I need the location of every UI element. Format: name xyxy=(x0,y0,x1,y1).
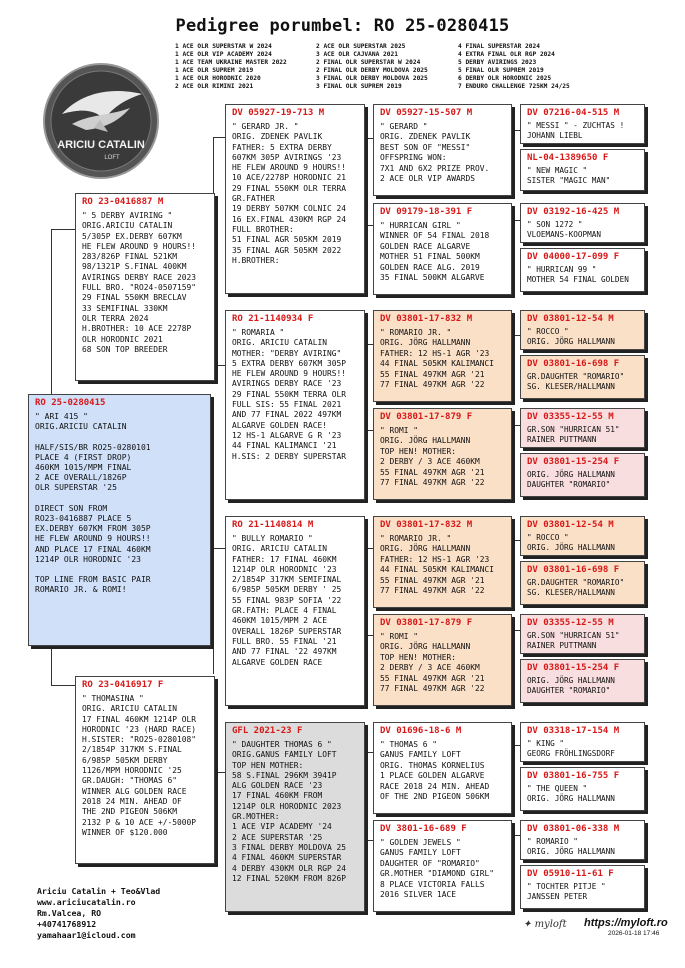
ancestor-card[interactable] xyxy=(520,248,645,292)
great-grandparent-card[interactable] xyxy=(373,722,512,814)
ancestor-card[interactable] xyxy=(520,203,645,243)
main-pigeon-card[interactable] xyxy=(28,394,211,646)
great-grandparent-card[interactable] xyxy=(373,408,512,500)
pigeon-description: " GERARD " ORIG. ZDENEK PAVLIK BEST SON OF "MESSI" OFFSPRING WON: 7X1 AND 6X2 PRIZE PROV. 2 ACE OLR VIP AWARDS xyxy=(380,122,490,184)
ring-number: DV 03355-12-55 M xyxy=(527,618,614,628)
pigeon-description: " THOMAS 6 " GANUS FAMILY LOFT ORIG. THOMAS KORNELIUS 1 PLACE GOLDEN ALGARVE RACE 2018 24 MIN. AHEAD OF THE 2ND PIGEON 506KM xyxy=(380,740,490,802)
achievement: 4 EXTRA FINAL OLR RGP 2024 xyxy=(458,50,555,58)
great-grandparent-card[interactable] xyxy=(373,516,512,608)
ancestor-card[interactable] xyxy=(520,865,645,909)
achievement: 3 FINAL OLR DERBY MOLDOVA 2025 xyxy=(316,74,428,82)
logo-text-2: LOFT xyxy=(104,155,120,161)
ring-number: DV 09179-18-391 F xyxy=(380,207,473,217)
loft-logo xyxy=(42,62,160,180)
achievement: 5 DERBY AVIRINGS 2023 xyxy=(458,58,537,66)
pigeon-description: " 5 DERBY AVIRING " ORIG.ARICIU CATALIN 5/305P EX.DERBY 607KM HE FLEW AROUND 9 HOURS!! 283/826P FINAL 521KM 98/1321P S.FINAL 400KM AVIRINGS DERBY RACE 2023 FULL BRO. "RO24-0507159" 29 FINAL 550KM BRECLAV 33 SEMIFINAL 330KM OLR TERRA 2024 H.BROTHER: 10 ACE 2278P OLR HORODNIC 2021 68 SON TOP BREEDER xyxy=(82,211,197,354)
connector xyxy=(512,835,520,836)
ring-number: DV 03801-06-338 M xyxy=(527,824,620,834)
achievement: 2 ACE OLR RIMINI 2021 xyxy=(175,82,254,90)
ring-number: DV 03192-16-425 M xyxy=(527,207,620,217)
timestamp: 2026-01-18 17:46 xyxy=(608,930,660,937)
achievement: 2 FINAL OLR DERBY MOLDOVA 2025 xyxy=(316,66,428,74)
ancestor-card[interactable] xyxy=(520,355,645,399)
great-grandparent-card[interactable] xyxy=(373,310,512,402)
grandparent-card[interactable] xyxy=(225,310,365,500)
achievement: 3 ACE OLR CAJVANA 2021 xyxy=(316,50,398,58)
connector xyxy=(512,130,520,131)
grandparent-card[interactable] xyxy=(225,722,365,912)
pigeon-description: " TOCHTER PITJE " JANSSEN PETER xyxy=(527,882,606,902)
ring-number: RO 21-1140934 F xyxy=(232,314,314,324)
connector xyxy=(51,645,52,685)
pigeon-description: " ROCCO " ORIG. JÖRG HALLMANN xyxy=(527,533,615,553)
ring-number: DV 05927-15-507 M xyxy=(380,108,473,118)
sire-card[interactable] xyxy=(75,193,215,381)
achievement: 1 ACE TEAM UKRAINE MASTER 2022 xyxy=(175,58,287,66)
connector xyxy=(365,548,373,549)
achievement: 1 ACE OLR SUPERSTAR W 2024 xyxy=(175,43,272,50)
great-grandparent-card[interactable] xyxy=(373,820,512,912)
ring-number: DV 3801-16-689 F xyxy=(380,824,467,834)
ring-number: DV 03801-16-698 F xyxy=(527,565,620,575)
ring-number: RO 23-0416887 M xyxy=(82,197,164,207)
pigeon-description: GR.DAUGHTER "ROMARIO" SG. KLESER/HALLMANN xyxy=(527,578,625,598)
connector xyxy=(213,137,214,197)
connector xyxy=(365,138,373,139)
pigeon-description: " THE QUEEN " ORIG. JÖRG HALLMANN xyxy=(527,784,615,804)
pigeon-description: GR.SON "HURRICAN 51" RAINER PUTTMANN xyxy=(527,425,620,445)
brand-text: myloft xyxy=(534,919,567,930)
grandparent-card[interactable] xyxy=(225,516,365,706)
achievements-col-3 xyxy=(458,43,570,90)
ring-number: DV 03801-17-832 M xyxy=(380,520,473,530)
connector xyxy=(213,137,225,138)
ring-number: DV 03801-17-879 F xyxy=(380,412,473,422)
ring-number: GFL 2021-23 F xyxy=(232,726,303,736)
connector xyxy=(365,840,373,841)
ring-number: DV 03801-12-54 M xyxy=(527,314,614,324)
myloft-brand xyxy=(523,919,567,930)
connector xyxy=(512,745,520,746)
pigeon-description: " GERARD JR. " ORIG. ZDENEK PAVLIK FATHER: 5 EXTRA DERBY 607KM 305P AVIRINGS '23 HE FLEW AROUND 9 HOURS!! 10 ACE/2278P HORODNIC 21 29 FINAL 550KM OLR TERRA GR.FATHER 19 DERBY 507KM COLNIC 24 16 EX.FINAL 430KM RGP 24 FULL BROTHER: 51 FINAL AGR 505KM 2019 35 FINAL AGR 505KM 2022 H.BROTHER: xyxy=(232,122,347,265)
connector xyxy=(365,344,373,345)
connector xyxy=(512,335,520,336)
pigeon-description: " ROMARIA " ORIG. ARICIU CATALIN MOTHER: "DERBY AVIRING" 5 EXTRA DERBY 607KM 305P HE FLEW AROUND 9 HOURS!! AVIRINGS DERBY RACE '23 29 FINAL 550KM TERRA OLR FULL SIS: 55 FINAL 2021 AND 77 FINAL 2022 497KM ALGARVE GOLDEN RACE! 12 HS-1 ALGARVE G R '23 44 FINAL KALIMANCI '21 H.SIS: 2 DERBY SUPERSTAR xyxy=(232,328,347,461)
achievements-col-2 xyxy=(316,43,428,90)
connector xyxy=(51,229,75,230)
ancestor-card[interactable] xyxy=(520,659,645,703)
achievement: 4 FINAL SUPERSTAR 2024 xyxy=(458,43,540,50)
ring-number: RO 23-0416917 F xyxy=(82,680,164,690)
pigeon-description: GR.SON "HURRICAN 51" RAINER PUTTMANN xyxy=(527,631,620,651)
ring-number: DV 03318-17-154 M xyxy=(527,726,620,736)
breeder-contact: Ariciu Catalin + Teo&Vlad www.ariciucatalin.ro Rm.Valcea, RO +40741768912 yamahaar1@icloud.com xyxy=(37,886,161,940)
pigeon-description: " ROMI " ORIG. JÖRG HALLMANN TOP HEN! MOTHER: 2 DERBY / 3 ACE 460KM 55 FINAL 497KM AGR '21 77 FINAL 497KM AGR '22 xyxy=(380,426,485,488)
connector xyxy=(365,430,373,431)
ancestor-card[interactable] xyxy=(520,561,645,605)
ring-number: DV 03801-15-254 F xyxy=(527,457,620,467)
pigeon-description: " ROMARIO JR. " ORIG. JÖRG HALLMANN FATHER: 12 HS-1 AGR '23 44 FINAL 505KM KALIMANCI 55 FINAL 497KM AGR '21 77 FINAL 497KM AGR '22 xyxy=(380,328,495,390)
pigeon-description: ORIG. JÖRG HALLMANN DAUGHTER "ROMARIO" xyxy=(527,676,615,696)
connector xyxy=(512,425,520,426)
pigeon-description: " ROMARIO JR. " ORIG. JÖRG HALLMANN FATHER: 12 HS-1 AGR '23 44 FINAL 505KM KALIMANCI 55 FINAL 497KM AGR '21 77 FINAL 497KM AGR '22 xyxy=(380,534,495,596)
pigeon-description: " MESSI " - ZUCHTAS ! JOHANN LIEBL xyxy=(527,121,625,141)
pigeon-description: " THOMASINA " ORIG. ARICIU CATALIN 17 FINAL 460KM 1214P OLR HORODNIC '23 (HARD RACE) H.SISTER: "RO25-0280108" 2/1854P 317KM S.FINAL 6/985P 505KM DERBY 1126/MPM HORODNIC '25 GR.DAUGH: "THOMAS 6" WINNER ALG GOLDEN RACE 2018 24 MIN. AHEAD OF THE 2ND PIGEON 506KM 2132 P & 10 ACE +/-5000P WINNER OF $120.000 xyxy=(82,694,197,837)
achievement: 7 ENDURO CHALLENGE 725KM 24/25 xyxy=(458,82,570,90)
connector xyxy=(213,548,225,549)
ring-number: DV 03801-12-54 M xyxy=(527,520,614,530)
connector xyxy=(365,635,373,636)
connector xyxy=(365,225,373,226)
connector xyxy=(512,630,520,631)
page-title: Pedigree porumbel: RO 25-0280415 xyxy=(175,16,510,36)
pigeon-description: " KING " GEORG FRÖHLINGSDORF xyxy=(527,739,615,759)
ancestor-card[interactable] xyxy=(520,516,645,556)
ring-number: DV 07216-04-515 M xyxy=(527,108,620,118)
achievement: 2 FINAL OLR SUPERSTAR W 2024 xyxy=(316,58,421,66)
pigeon-description: ORIG. JÖRG HALLMANN DAUGHTER "ROMARIO" xyxy=(527,470,615,490)
pigeon-description: " NEW MAGIC " SISTER "MAGIC MAN" xyxy=(527,166,611,186)
ring-number: RO 21-1140814 M xyxy=(232,520,314,530)
ring-number: DV 03801-16-698 F xyxy=(527,359,620,369)
achievement: 1 ACE OLR HORODNIC 2020 xyxy=(175,74,261,82)
connector xyxy=(512,540,520,541)
ring-number: DV 03801-16-755 F xyxy=(527,771,620,781)
ancestor-card[interactable] xyxy=(520,408,645,448)
pigeon-description: " DAUGHTER THOMAS 6 " ORIG.GANUS FAMILY LOFT TOP HEN MOTHER: 58 S.FINAL 296KM 3941P ALG GOLDEN RACE '23 17 FINAL 460KM FROM 1214P OLR HORODNIC 2023 GR.MOTHER: 1 ACE VIP ACADEMY '24 2 ACE SUPERSTAR '25 3 FINAL DERBY MOLDOVA 25 4 FINAL 460KM SUPERSTAR 4 DERBY 430KM OLR RGP 24 12 FINAL 520KM FROM 826P xyxy=(232,740,347,883)
ring-number: RO 25-0280415 xyxy=(35,398,106,408)
ring-number: DV 03801-15-254 F xyxy=(527,663,620,673)
ring-number: DV 05910-11-61 F xyxy=(527,869,614,879)
achievement: 1 ACE OLR VIP ACADEMY 2024 xyxy=(175,50,272,58)
connector xyxy=(51,685,75,686)
achievement: 6 DERBY OLR HORODNIC 2025 xyxy=(458,74,552,82)
achievements-col-1 xyxy=(175,43,287,90)
achievement: 3 FINAL OLR SUPREM 2019 xyxy=(316,82,402,90)
achievement: 2 ACE OLR SUPERSTAR 2025 xyxy=(316,43,406,50)
pigeon-description: " ROCCO " ORIG. JÖRG HALLMANN xyxy=(527,327,615,347)
pigeon-icon: ✦ xyxy=(523,919,532,930)
logo-text-1: ARICIU CATALIN xyxy=(57,139,145,151)
ring-number: DV 05927-19-713 M xyxy=(232,108,325,118)
ring-number: NL-04-1389650 F xyxy=(527,153,609,163)
grandparent-card[interactable] xyxy=(225,104,365,294)
connector xyxy=(213,548,214,674)
connector xyxy=(51,229,52,395)
ring-number: DV 03355-12-55 M xyxy=(527,412,614,422)
pigeon-description: " GOLDEN JEWELS " GANUS FAMILY LOFT DAUGHTER OF "ROMARIO" GR.MOTHER "DIAMOND GIRL" 8 PLACE VICTORIA FALLS 2016 SILVER 1ACE xyxy=(380,838,495,900)
ring-number: DV 03801-17-879 F xyxy=(380,618,473,628)
ancestor-card[interactable] xyxy=(520,722,645,762)
connector xyxy=(365,752,373,753)
pigeon-description: " HURRICAN GIRL " WINNER OF 54 FINAL 2018 GOLDEN RACE ALGARVE MOTHER 51 FINAL 500KM GOLDEN RACE ALG. 2019 35 FINAL 500KM ALGARVE xyxy=(380,221,490,283)
great-grandparent-card[interactable] xyxy=(373,203,512,295)
pigeon-description: " ARI 415 " ORIG.ARICIU CATALIN HALF/SIS/BR RO25-0280101 PLACE 4 (FIRST DROP) 460KM 1015/MPM FINAL 2 ACE OVERALL/1826P OLR SUPERSTAR '25 DIRECT SON FROM RO23-0416887 PLACE 5 EX.DERBY 607KM FROM 305P HE FLEW AROUND 9 HOURS!! AND PLACE 17 FINAL 460KM 1214P OLR HORODNIC '23 TOP LINE FROM BASIC PAIR ROMARIO JR. & ROMI! xyxy=(35,412,151,595)
pigeon-description: " ROMARIO " ORIG. JÖRG HALLMANN xyxy=(527,837,615,857)
pigeon-description: GR.DAUGHTER "ROMARIO" SG. KLESER/HALLMANN xyxy=(527,372,625,392)
achievement: 5 FINAL OLR SUPREM 2019 xyxy=(458,66,544,74)
ancestor-card[interactable] xyxy=(520,453,645,497)
great-grandparent-card[interactable] xyxy=(373,614,512,706)
pigeon-description: " ROMI " ORIG. JÖRG HALLMANN TOP HEN! MOTHER: 2 DERBY / 3 ACE 460KM 55 FINAL 497KM AGR '21 77 FINAL 497KM AGR '22 xyxy=(380,632,485,694)
great-grandparent-card[interactable] xyxy=(373,104,512,196)
ancestor-card[interactable] xyxy=(520,767,645,811)
ancestor-card[interactable] xyxy=(520,614,645,654)
ring-number: DV 03801-17-832 M xyxy=(380,314,473,324)
ring-number: DV 01696-18-6 M xyxy=(380,726,462,736)
ancestor-card[interactable] xyxy=(520,149,645,191)
ancestor-card[interactable] xyxy=(520,820,645,860)
website-link[interactable]: https://myloft.ro xyxy=(584,917,668,929)
dam-card[interactable] xyxy=(75,676,215,864)
ancestor-card[interactable] xyxy=(520,310,645,350)
pigeon-description: " BULLY ROMARIO " ORIG. ARICIU CATALIN FATHER: 17 FINAL 460KM 1214P OLR HORODNIC '23 2/1854P 317KM SEMIFINAL 6/985P 505KM DERBY ' 25 55 FINAL 983P SOFIA '22 GR.FATH: PLACE 4 FINAL 460KM 1015/MPM 2 ACE OVERALL 1826P SUPERSTAR FULL BRO. 55 FINAL '21 AND 77 FINAL '22 497KM ALGARVE GOLDEN RACE xyxy=(232,534,342,667)
ring-number: DV 04000-17-099 F xyxy=(527,252,620,262)
pigeon-description: " HURRICAN 99 " MOTHER 54 FINAL GOLDEN xyxy=(527,265,629,285)
connector xyxy=(512,220,520,221)
ancestor-card[interactable] xyxy=(520,104,645,144)
pigeon-description: " SON 1272 " VLOEMANS-KOOPMAN xyxy=(527,220,602,240)
achievement: 1 ACE OLR SUPREM 2019 xyxy=(175,66,254,74)
